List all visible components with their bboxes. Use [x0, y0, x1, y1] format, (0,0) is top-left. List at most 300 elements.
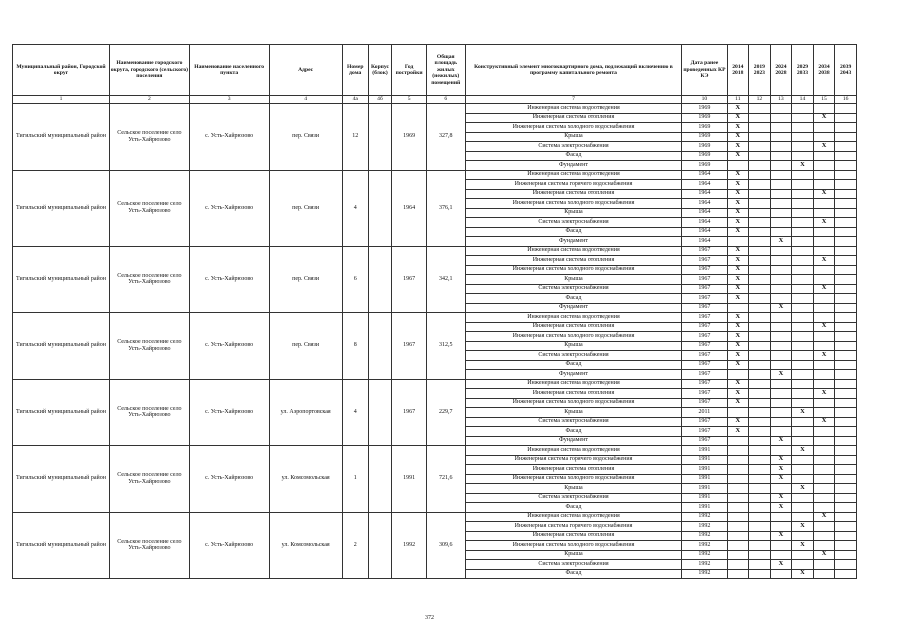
period-mark-cell — [813, 493, 835, 503]
period-mark-cell — [835, 189, 857, 199]
period-mark-cell — [835, 341, 857, 351]
period-mark-cell — [749, 189, 771, 199]
period-mark-cell: X — [813, 284, 835, 294]
period-mark-cell — [835, 512, 857, 522]
house-number-cell: 4 — [342, 170, 368, 246]
element-cell: Система электроснабжения — [465, 351, 682, 361]
period-mark-cell — [792, 218, 814, 228]
period-mark-cell — [770, 151, 792, 161]
settlement-cell: Сельское поселение село Усть-Хайрюзово — [110, 512, 190, 579]
locality-cell: с. Усть-Хайрюзово — [189, 170, 269, 246]
period-mark-cell — [770, 351, 792, 361]
period-mark-cell — [749, 227, 771, 237]
build-year-cell: 1967 — [392, 313, 426, 380]
period-mark-cell: X — [770, 503, 792, 513]
element-cell: Фундамент — [465, 237, 682, 247]
period-mark-cell — [792, 436, 814, 446]
prev-date-cell: 1969 — [682, 151, 727, 161]
period-mark-cell — [770, 256, 792, 266]
period-mark-cell: X — [813, 389, 835, 399]
period-mark-cell — [813, 569, 835, 579]
district-cell: Тигильский муниципальный район — [13, 313, 110, 380]
element-cell: Фундамент — [465, 161, 682, 171]
table-row — [13, 313, 857, 323]
period-mark-cell: X — [770, 560, 792, 570]
prev-date-cell: 1967 — [682, 275, 727, 285]
period-mark-cell — [749, 170, 771, 180]
element-cell: Инженерная система водоотведения — [465, 512, 682, 522]
period-mark-cell — [727, 512, 749, 522]
prev-date-cell: 1967 — [682, 389, 727, 399]
period-mark-cell — [813, 465, 835, 475]
period-mark-cell — [792, 474, 814, 484]
col-number: 13 — [770, 96, 792, 104]
prev-date-cell: 1991 — [682, 446, 727, 456]
period-mark-cell — [813, 531, 835, 541]
prev-date-cell: 1967 — [682, 398, 727, 408]
prev-date-cell: 1969 — [682, 104, 727, 114]
period-mark-cell: X — [727, 113, 749, 123]
element-cell: Инженерная система горячего водоснабжения — [465, 455, 682, 465]
period-mark-cell — [813, 522, 835, 532]
period-mark-cell — [749, 322, 771, 332]
table-body — [13, 104, 857, 579]
prev-date-cell: 1967 — [682, 265, 727, 275]
period-mark-cell — [792, 189, 814, 199]
period-mark-cell — [792, 512, 814, 522]
period-mark-cell — [749, 104, 771, 114]
header-period-1: 2014 2018 — [727, 45, 749, 96]
period-mark-cell — [792, 550, 814, 560]
period-mark-cell: X — [727, 132, 749, 142]
period-mark-cell — [792, 465, 814, 475]
header-corpus: Корпус (блок) — [368, 45, 392, 96]
period-mark-cell: X — [727, 218, 749, 228]
period-mark-cell: X — [770, 455, 792, 465]
header-area: Общая площадь жилых (нежилых) помещений — [426, 45, 465, 96]
col-number: 1 — [13, 96, 110, 104]
period-mark-cell — [813, 379, 835, 389]
period-mark-cell — [770, 550, 792, 560]
period-mark-cell — [792, 531, 814, 541]
table-row — [13, 170, 857, 180]
element-cell: Инженерная система отопления — [465, 256, 682, 266]
col-number: 16 — [835, 96, 857, 104]
district-cell: Тигильский муниципальный район — [13, 512, 110, 579]
period-mark-cell — [749, 389, 771, 399]
corpus-cell — [368, 246, 392, 313]
period-mark-cell — [749, 541, 771, 551]
period-mark-cell: X — [727, 379, 749, 389]
period-mark-cell — [835, 560, 857, 570]
period-mark-cell — [835, 256, 857, 266]
col-number: 11 — [727, 96, 749, 104]
period-mark-cell — [835, 132, 857, 142]
district-cell: Тигильский муниципальный район — [13, 246, 110, 313]
period-mark-cell — [813, 104, 835, 114]
period-mark-cell — [749, 180, 771, 190]
element-cell: Фасад — [465, 427, 682, 437]
period-mark-cell — [835, 446, 857, 456]
period-mark-cell — [835, 417, 857, 427]
period-mark-cell — [749, 284, 771, 294]
prev-date-cell: 1967 — [682, 379, 727, 389]
prev-date-cell: 1964 — [682, 189, 727, 199]
prev-date-cell: 1967 — [682, 284, 727, 294]
period-mark-cell — [792, 246, 814, 256]
prev-date-cell: 1964 — [682, 237, 727, 247]
period-mark-cell — [727, 237, 749, 247]
period-mark-cell — [770, 208, 792, 218]
prev-date-cell: 1967 — [682, 351, 727, 361]
period-mark-cell: X — [727, 104, 749, 114]
period-mark-cell — [749, 294, 771, 304]
prev-date-cell: 1969 — [682, 113, 727, 123]
period-mark-cell — [835, 284, 857, 294]
period-mark-cell — [835, 493, 857, 503]
period-mark-cell — [792, 493, 814, 503]
period-mark-cell: X — [792, 446, 814, 456]
period-mark-cell — [813, 560, 835, 570]
corpus-cell — [368, 512, 392, 579]
locality-cell: с. Усть-Хайрюзово — [189, 313, 269, 380]
prev-date-cell: 1992 — [682, 522, 727, 532]
prev-date-cell: 1967 — [682, 313, 727, 323]
prev-date-cell: 1967 — [682, 360, 727, 370]
period-mark-cell — [792, 313, 814, 323]
period-mark-cell — [749, 113, 771, 123]
build-year-cell: 1969 — [392, 104, 426, 171]
period-mark-cell — [835, 408, 857, 418]
period-mark-cell — [792, 284, 814, 294]
period-mark-cell — [813, 370, 835, 380]
element-cell: Инженерная система водоотведения — [465, 446, 682, 456]
period-mark-cell — [835, 379, 857, 389]
period-mark-cell — [792, 427, 814, 437]
house-number-cell: 2 — [342, 512, 368, 579]
period-mark-cell — [813, 132, 835, 142]
area-cell: 721,6 — [426, 446, 465, 513]
period-mark-cell: X — [792, 522, 814, 532]
header-period-3: 2024 2028 — [770, 45, 792, 96]
period-mark-cell — [835, 550, 857, 560]
period-mark-cell: X — [770, 303, 792, 313]
district-cell: Тигильский муниципальный район — [13, 379, 110, 446]
period-mark-cell — [749, 446, 771, 456]
period-mark-cell — [792, 123, 814, 133]
period-mark-cell — [792, 132, 814, 142]
prev-date-cell: 1991 — [682, 474, 727, 484]
house-number-cell: 6 — [342, 246, 368, 313]
element-cell: Фасад — [465, 151, 682, 161]
period-mark-cell — [749, 256, 771, 266]
period-mark-cell — [792, 275, 814, 285]
period-mark-cell: X — [727, 151, 749, 161]
prev-date-cell: 1967 — [682, 246, 727, 256]
period-mark-cell — [792, 113, 814, 123]
prev-date-cell: 1964 — [682, 170, 727, 180]
prev-date-cell: 1964 — [682, 199, 727, 209]
period-mark-cell — [835, 218, 857, 228]
locality-cell: с. Усть-Хайрюзово — [189, 246, 269, 313]
col-number: 15 — [813, 96, 835, 104]
element-cell: Крыша — [465, 275, 682, 285]
period-mark-cell: X — [813, 189, 835, 199]
element-cell: Инженерная система холодного водоснабжения — [465, 199, 682, 209]
capital-repair-table — [12, 44, 857, 579]
period-mark-cell — [835, 389, 857, 399]
period-mark-cell — [835, 123, 857, 133]
area-cell: 327,8 — [426, 104, 465, 171]
build-year-cell: 1967 — [392, 379, 426, 446]
period-mark-cell — [727, 493, 749, 503]
period-mark-cell — [727, 503, 749, 513]
area-cell: 376,1 — [426, 170, 465, 246]
period-mark-cell — [835, 322, 857, 332]
period-mark-cell: X — [727, 284, 749, 294]
element-cell: Система электроснабжения — [465, 493, 682, 503]
locality-cell: с. Усть-Хайрюзово — [189, 379, 269, 446]
period-mark-cell — [770, 132, 792, 142]
period-mark-cell — [792, 503, 814, 513]
house-number-cell: 8 — [342, 313, 368, 380]
period-mark-cell — [749, 161, 771, 171]
period-mark-cell — [813, 360, 835, 370]
period-mark-cell — [749, 465, 771, 475]
period-mark-cell — [727, 474, 749, 484]
element-cell: Инженерная система водоотведения — [465, 170, 682, 180]
period-mark-cell — [813, 246, 835, 256]
period-mark-cell — [749, 484, 771, 494]
element-cell: Фасад — [465, 294, 682, 304]
period-mark-cell: X — [727, 189, 749, 199]
col-number: 14 — [792, 96, 814, 104]
period-mark-cell — [770, 484, 792, 494]
prev-date-cell: 1991 — [682, 493, 727, 503]
prev-date-cell: 1964 — [682, 180, 727, 190]
period-mark-cell — [835, 180, 857, 190]
period-mark-cell: X — [727, 227, 749, 237]
period-mark-cell — [749, 522, 771, 532]
period-mark-cell — [749, 531, 771, 541]
period-mark-cell — [792, 208, 814, 218]
period-mark-cell: X — [727, 322, 749, 332]
period-mark-cell: X — [792, 408, 814, 418]
element-cell: Инженерная система отопления — [465, 113, 682, 123]
period-mark-cell — [727, 484, 749, 494]
address-cell: пер. Связи — [269, 246, 342, 313]
prev-date-cell: 1967 — [682, 341, 727, 351]
period-mark-cell — [749, 218, 771, 228]
period-mark-cell — [770, 123, 792, 133]
element-cell: Инженерная система отопления — [465, 189, 682, 199]
col-number: 4а — [342, 96, 368, 104]
period-mark-cell — [792, 398, 814, 408]
area-cell: 229,7 — [426, 379, 465, 446]
period-mark-cell — [749, 436, 771, 446]
period-mark-cell — [727, 541, 749, 551]
header-element: Конструктивный элемент многоквартирного дома, подлежащий включению в программу капитального ремонта — [465, 45, 682, 96]
element-cell: Крыша — [465, 408, 682, 418]
element-cell: Инженерная система отопления — [465, 465, 682, 475]
period-mark-cell — [835, 465, 857, 475]
period-mark-cell — [835, 398, 857, 408]
period-mark-cell — [727, 436, 749, 446]
element-cell: Фасад — [465, 360, 682, 370]
prev-date-cell: 1967 — [682, 427, 727, 437]
period-mark-cell — [749, 512, 771, 522]
table-row — [13, 379, 857, 389]
period-mark-cell — [770, 379, 792, 389]
period-mark-cell — [727, 408, 749, 418]
period-mark-cell — [835, 541, 857, 551]
period-mark-cell — [835, 313, 857, 323]
period-mark-cell — [749, 493, 771, 503]
period-mark-cell — [749, 408, 771, 418]
period-mark-cell: X — [813, 256, 835, 266]
period-mark-cell — [792, 455, 814, 465]
element-cell: Инженерная система холодного водоснабжения — [465, 398, 682, 408]
period-mark-cell — [770, 265, 792, 275]
prev-date-cell: 1992 — [682, 512, 727, 522]
address-cell: ул. Комсомольская — [269, 446, 342, 513]
period-mark-cell — [770, 332, 792, 342]
period-mark-cell — [749, 351, 771, 361]
area-cell: 342,1 — [426, 246, 465, 313]
corpus-cell — [368, 104, 392, 171]
period-mark-cell: X — [770, 474, 792, 484]
element-cell: Инженерная система холодного водоснабжения — [465, 541, 682, 551]
period-mark-cell: X — [727, 389, 749, 399]
prev-date-cell: 1964 — [682, 208, 727, 218]
element-cell: Фасад — [465, 227, 682, 237]
period-mark-cell — [770, 389, 792, 399]
period-mark-cell — [813, 170, 835, 180]
header-period-2: 2019 2023 — [749, 45, 771, 96]
corpus-cell — [368, 170, 392, 246]
address-cell: ул. Аэропортовская — [269, 379, 342, 446]
house-number-cell: 1 — [342, 446, 368, 513]
prev-date-cell: 1992 — [682, 569, 727, 579]
element-cell: Инженерная система отопления — [465, 322, 682, 332]
element-cell: Инженерная система водоотведения — [465, 246, 682, 256]
prev-date-cell: 1967 — [682, 370, 727, 380]
period-mark-cell — [727, 370, 749, 380]
period-mark-cell — [813, 294, 835, 304]
period-mark-cell — [792, 351, 814, 361]
period-mark-cell — [770, 227, 792, 237]
period-mark-cell — [835, 474, 857, 484]
period-mark-cell — [770, 446, 792, 456]
period-mark-cell — [813, 341, 835, 351]
period-mark-cell: X — [792, 161, 814, 171]
period-mark-cell — [749, 303, 771, 313]
period-mark-cell: X — [813, 113, 835, 123]
period-mark-cell — [770, 398, 792, 408]
period-mark-cell — [813, 484, 835, 494]
corpus-cell — [368, 313, 392, 380]
period-mark-cell — [792, 170, 814, 180]
period-mark-cell: X — [727, 398, 749, 408]
period-mark-cell — [749, 275, 771, 285]
period-mark-cell: X — [770, 493, 792, 503]
period-mark-cell — [835, 227, 857, 237]
element-cell: Инженерная система горячего водоснабжения — [465, 522, 682, 532]
period-mark-cell: X — [813, 351, 835, 361]
element-cell: Крыша — [465, 208, 682, 218]
period-mark-cell — [835, 351, 857, 361]
period-mark-cell — [813, 541, 835, 551]
period-mark-cell — [835, 208, 857, 218]
prev-date-cell: 1991 — [682, 484, 727, 494]
element-cell: Инженерная система холодного водоснабжения — [465, 265, 682, 275]
period-mark-cell: X — [792, 484, 814, 494]
period-mark-cell — [749, 370, 771, 380]
settlement-cell: Сельское поселение село Усть-Хайрюзово — [110, 379, 190, 446]
period-mark-cell — [813, 227, 835, 237]
period-mark-cell — [770, 218, 792, 228]
period-mark-cell — [770, 142, 792, 152]
period-mark-cell — [770, 512, 792, 522]
locality-cell: с. Усть-Хайрюзово — [189, 512, 269, 579]
period-mark-cell — [835, 332, 857, 342]
element-cell: Фундамент — [465, 370, 682, 380]
prev-date-cell: 1969 — [682, 161, 727, 171]
element-cell: Система электроснабжения — [465, 560, 682, 570]
period-mark-cell: X — [770, 436, 792, 446]
prev-date-cell: 1967 — [682, 417, 727, 427]
period-mark-cell — [727, 455, 749, 465]
period-mark-cell: X — [727, 256, 749, 266]
prev-date-cell: 1991 — [682, 455, 727, 465]
table-row — [13, 512, 857, 522]
period-mark-cell — [770, 189, 792, 199]
period-mark-cell — [792, 341, 814, 351]
element-cell: Крыша — [465, 341, 682, 351]
period-mark-cell — [770, 341, 792, 351]
prev-date-cell: 1992 — [682, 531, 727, 541]
period-mark-cell — [813, 237, 835, 247]
address-cell: пер. Связи — [269, 104, 342, 171]
table-row — [13, 104, 857, 114]
period-mark-cell — [835, 199, 857, 209]
prev-date-cell: 1967 — [682, 332, 727, 342]
period-mark-cell — [835, 151, 857, 161]
period-mark-cell — [749, 569, 771, 579]
header-period-4: 2029 2033 — [792, 45, 814, 96]
period-mark-cell — [770, 417, 792, 427]
period-mark-cell — [792, 151, 814, 161]
period-mark-cell: X — [727, 142, 749, 152]
period-mark-cell — [770, 427, 792, 437]
period-mark-cell — [749, 313, 771, 323]
period-mark-cell — [770, 408, 792, 418]
period-mark-cell — [749, 265, 771, 275]
period-mark-cell: X — [770, 237, 792, 247]
period-mark-cell — [749, 199, 771, 209]
table-row — [13, 446, 857, 456]
period-mark-cell — [770, 161, 792, 171]
header-district: Муниципальный район, Городской округ — [13, 45, 110, 96]
period-mark-cell — [770, 246, 792, 256]
element-cell: Инженерная система водоотведения — [465, 104, 682, 114]
period-mark-cell — [813, 427, 835, 437]
house-number-cell: 4 — [342, 379, 368, 446]
period-mark-cell — [727, 569, 749, 579]
prev-date-cell: 1991 — [682, 465, 727, 475]
period-mark-cell: X — [770, 370, 792, 380]
period-mark-cell — [835, 370, 857, 380]
